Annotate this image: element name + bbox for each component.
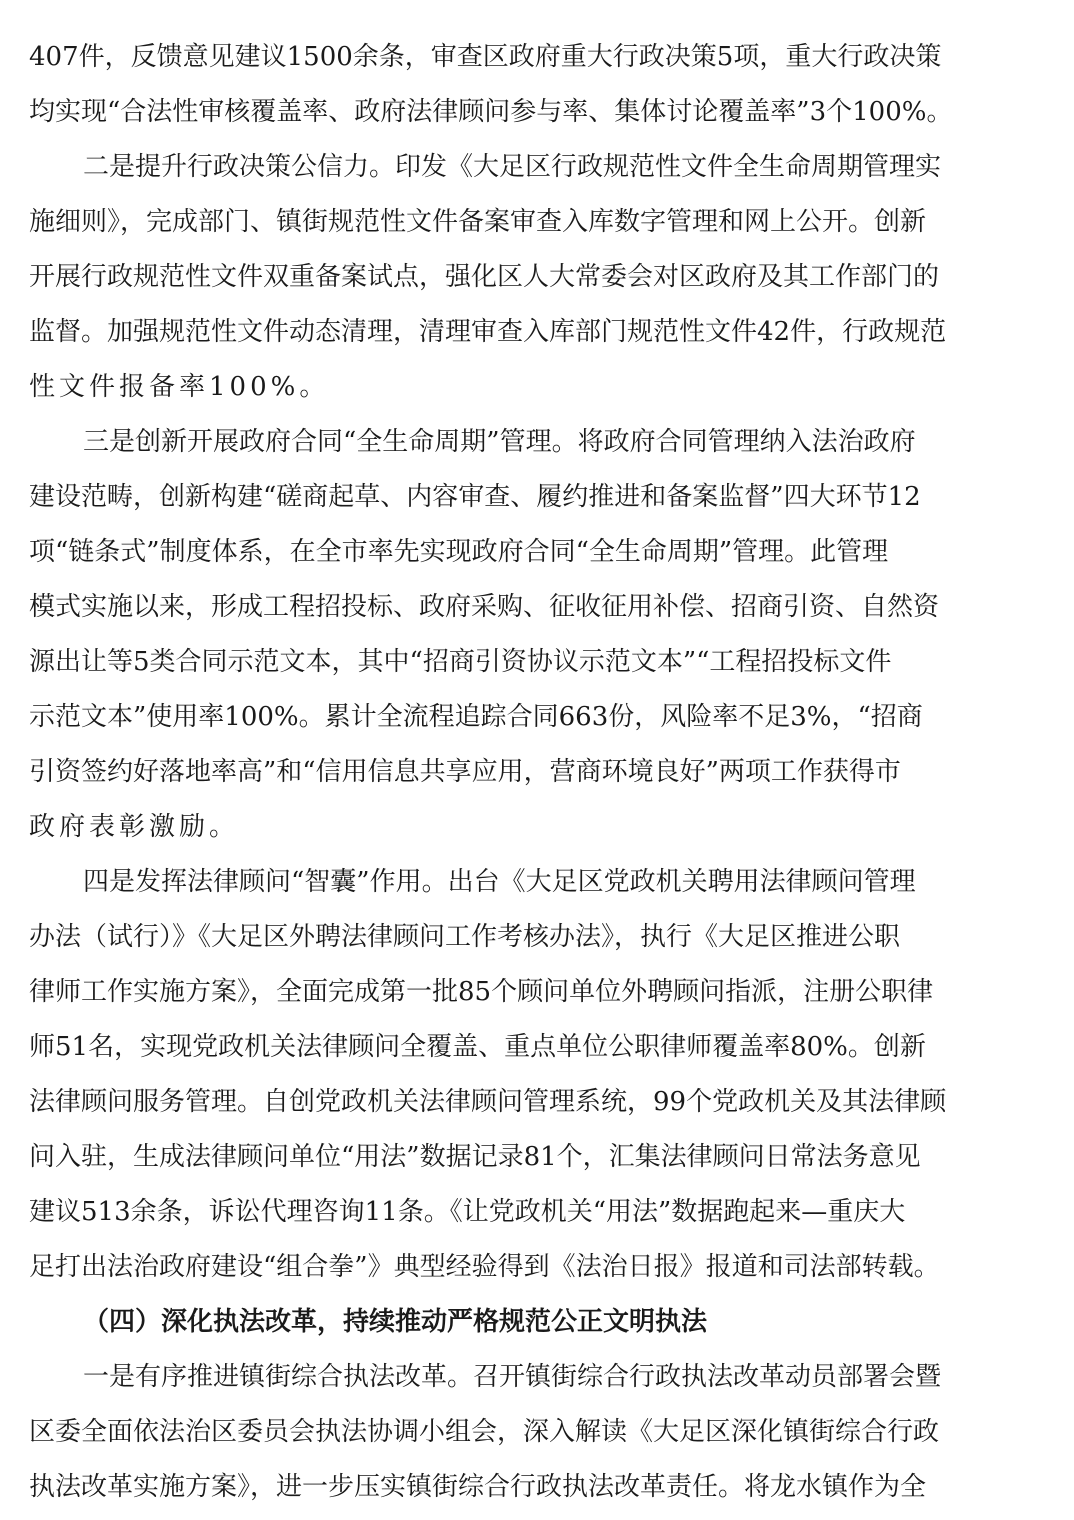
paragraph-line: 监督。加强规范性文件动态清理，清理审查入库部门规范性文件42件，行政规范 [29, 317, 947, 347]
paragraph-line: 模式实施以来，形成工程招投标、政府采购、征收征用补偿、招商引资、自然资 [29, 592, 940, 622]
paragraph-line: 源出让等5类合同示范文本，其中“招商引资协议示范文本”“工程招投标文件 [29, 647, 892, 677]
paragraph-line: 师51名，实现党政机关法律顾问全覆盖、重点单位公职律师覆盖率80%。创新 [29, 1032, 926, 1062]
paragraph-first-line: 四是发挥法律顾问“智囊”作用。出台《大足区党政机关聘用法律顾问管理 [83, 867, 916, 897]
paragraph-line: 开展行政规范性文件双重备案试点，强化区人大常委会对区政府及其工作部门的 [29, 262, 940, 292]
paragraph-line: 执法改革实施方案》，进一步压实镇街综合行政执法改革责任。将龙水镇作为全 [29, 1472, 927, 1502]
paragraph-line: 律师工作实施方案》，全面完成第一批85个顾问单位外聘顾问指派，注册公职律 [29, 977, 934, 1007]
paragraph-first-line: 一是有序推进镇街综合执法改革。召开镇街综合行政执法改革动员部署会暨 [83, 1362, 942, 1392]
paragraph-line: 区委全面依法治区委员会执法协调小组会，深入解读《大足区深化镇街综合行政 [29, 1417, 940, 1447]
paragraph-line: 足打出法治政府建设“组合拳”》典型经验得到《法治日报》报道和司法部转载。 [29, 1252, 940, 1282]
paragraph-line: 407件，反馈意见建议1500余条，审查区政府重大行政决策5项，重大行政决策 [29, 42, 942, 72]
paragraph-first-line: 三是创新开展政府合同“全生命周期”管理。将政府合同管理纳入法治政府 [83, 427, 916, 457]
paragraph-line: 引资签约好落地率高”和“信用信息共享应用，营商环境良好”两项工作获得市 [29, 757, 901, 787]
paragraph-line: 建设范畴，创新构建“磋商起草、内容审查、履约推进和备案监督”四大环节12 [29, 482, 921, 512]
paragraph-line: 办法（试行）》《大足区外聘法律顾问工作考核办法》，执行《大足区推进公职 [29, 922, 901, 952]
paragraph-line: 示范文本”使用率100%。累计全流程追踪合同663份，风险率不足3%，“招商 [29, 702, 923, 732]
paragraph-line: 问入驻，生成法律顾问单位“用法”数据记录81个，汇集法律顾问日常法务意见 [29, 1142, 921, 1172]
paragraph-line: 施细则》，完成部门、镇街规范性文件备案审查入库数字管理和网上公开。创新 [29, 207, 927, 237]
paragraph-line: 项“链条式”制度体系，在全市率先实现政府合同“全生命周期”管理。此管理 [29, 537, 889, 567]
paragraph-line: 法律顾问服务管理。自创党政机关法律顾问管理系统，99个党政机关及其法律顾 [29, 1087, 947, 1117]
paragraph-line: 政府表彰激励。 [29, 812, 240, 842]
paragraph-line: 性文件报备率100%。 [29, 372, 330, 402]
section-heading: （四）深化执法改革，持续推动严格规范公正文明执法 [83, 1307, 708, 1337]
paragraph-line: 建议513余条，诉讼代理咨询11条。《让党政机关“用法”数据跑起来—重庆大 [29, 1197, 906, 1227]
paragraph-line: 均实现“合法性审核覆盖率、政府法律顾问参与率、集体讨论覆盖率”3个100%。 [29, 97, 953, 127]
paragraph-first-line: 二是提升行政决策公信力。印发《大足区行政规范性文件全生命周期管理实 [83, 152, 942, 182]
